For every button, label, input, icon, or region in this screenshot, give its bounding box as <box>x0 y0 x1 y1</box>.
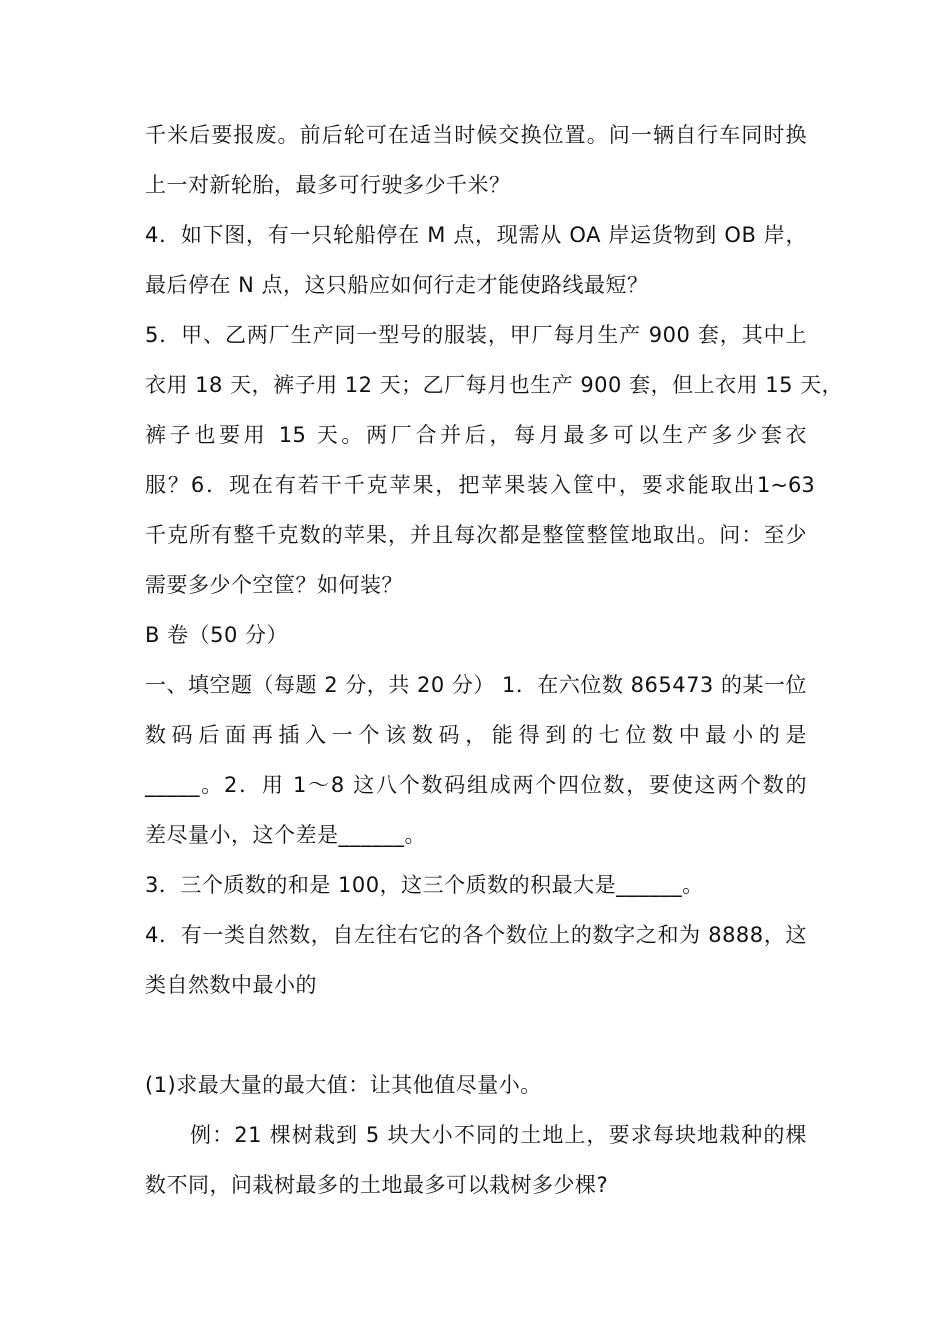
text-line-15: 差尽量小，这个差是______。 <box>145 823 426 847</box>
text-line-12: 一、填空题（每题 2 分，共 20 分） 1．在六位数 865473 的某一位 <box>145 673 807 697</box>
text-line-1: 千米后要报废。前后轮可在适当时候交换位置。问一辆自行车同时换 <box>145 123 807 147</box>
text-line-16: 3．三个质数的和是 100，这三个质数的积最大是______。 <box>145 873 704 897</box>
text-line-3: 4．如下图，有一只轮船停在 M 点，现需从 OA 岸运货物到 OB 岸， <box>145 223 807 247</box>
text-line-10: 需要多少个空筐？如何装？ <box>145 573 403 597</box>
text-line-9: 千克所有整千克数的苹果，并且每次都是整筐整筐地取出。问：至少 <box>145 523 807 547</box>
text-line-8: 服？6．现在有若干千克苹果，把苹果装入筐中，要求能取出 <box>145 473 755 497</box>
text-line-20: 例：21 棵树栽到 5 块大小不同的土地上，要求每块地栽种的棵 <box>190 1123 807 1147</box>
text-line-18: 类自然数中最小的 <box>145 973 317 997</box>
section-heading-b: B 卷（50 分） <box>145 623 288 647</box>
text-line-21: 数不同，问栽树最多的土地最多可以栽树多少棵? <box>145 1173 609 1197</box>
text-line-19: (1)求最大量的最大值：让其他值尽量小。 <box>145 1073 542 1097</box>
text-line-5: 5．甲、乙两厂生产同一型号的服装，甲厂每月生产 900 套，其中上 <box>145 323 807 347</box>
text-line-2: 上一对新轮胎，最多可行驶多少千米？ <box>145 173 511 197</box>
overlay-range-text: 1~63 <box>757 473 815 497</box>
text-line-14: _____。2．用 1～8 这八个数码组成两个四位数，要使这两个数的 <box>145 773 807 797</box>
text-line-4: 最后停在 N 点，这只船应如何行走才能使路线最短？ <box>145 273 649 297</box>
text-line-13: 数码后面再插入一个该数码，能得到的七位数中最小的是 <box>145 723 807 747</box>
text-line-6: 衣用 18 天，裤子用 12 天；乙厂每月也生产 900 套，但上衣用 15 天， <box>145 373 844 397</box>
text-line-17: 4．有一类自然数，自左往右它的各个数位上的数字之和为 8888，这 <box>145 923 807 947</box>
text-line-7: 裤子也要用 15 天。两厂合并后，每月最多可以生产多少套衣 <box>145 423 807 447</box>
